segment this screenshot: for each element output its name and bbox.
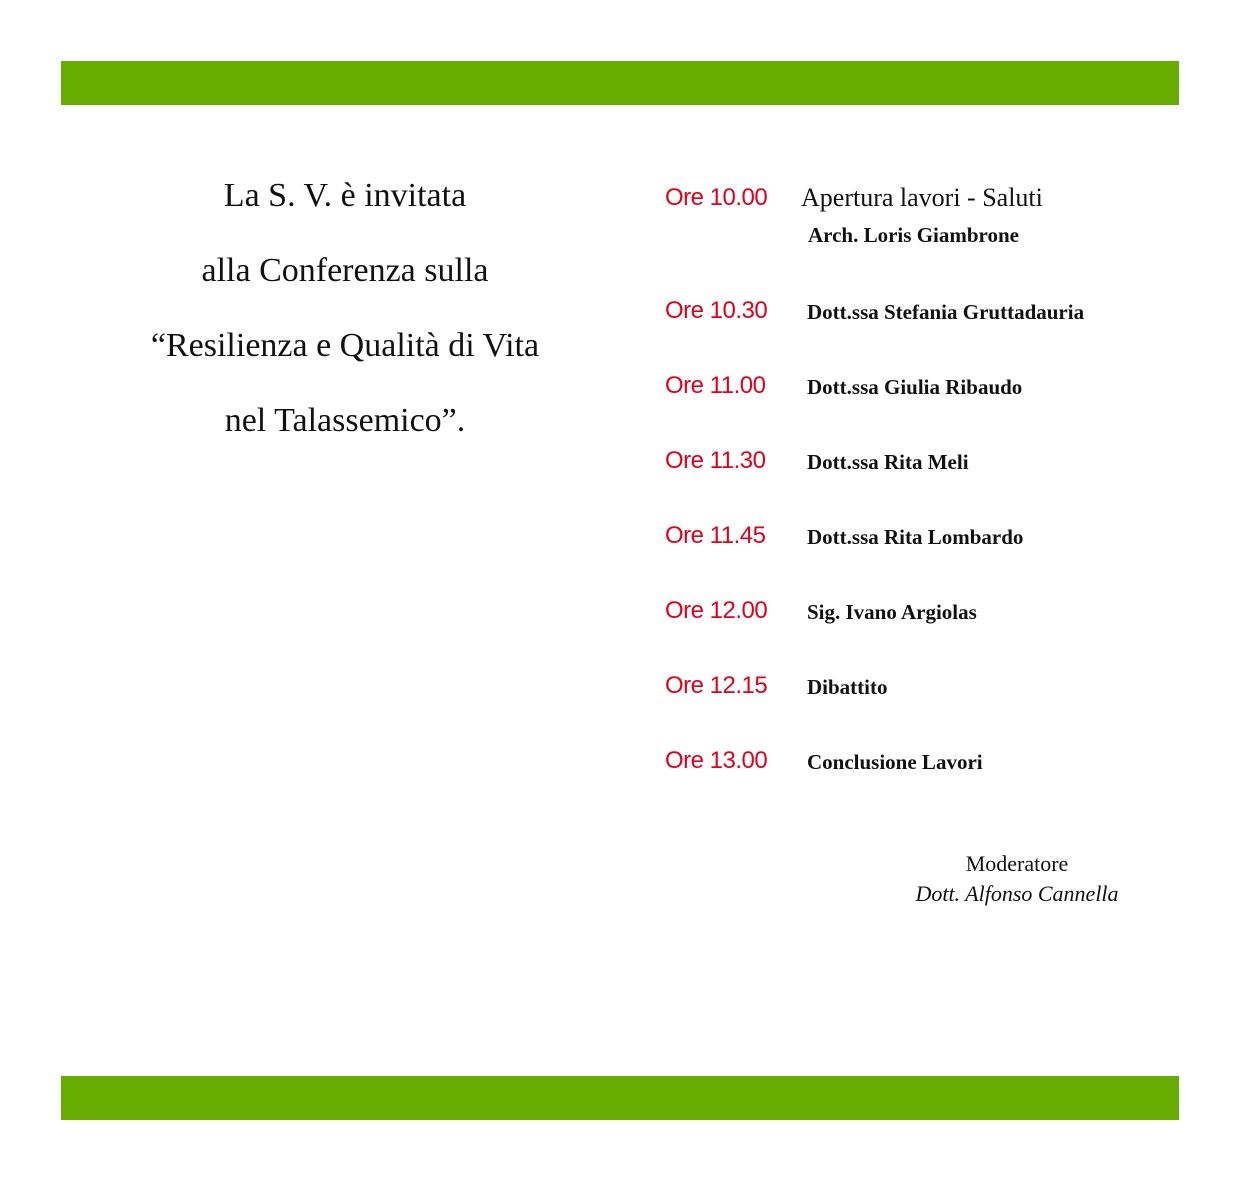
program-time: Ore 10.30	[665, 297, 768, 324]
invitation-text	[100, 158, 590, 458]
program-time: Ore 10.00	[665, 184, 768, 211]
invitation-line-4: nel Talassemico”.	[224, 402, 466, 439]
program-time: Ore 11.00	[665, 372, 766, 399]
program-label: Dott.ssa Rita Lombardo	[807, 525, 1024, 549]
bottom-green-bar	[61, 1076, 1179, 1120]
invitation-line-3: “Resilienza e Qualità di Vita	[150, 327, 540, 364]
program-label: Dott.ssa Stefania Gruttadauria	[807, 300, 1085, 324]
invitation-line-2: alla Conferenza sulla	[201, 252, 489, 289]
program-label: Conclusione Lavori	[807, 750, 983, 774]
program-time: Ore 11.30	[665, 447, 766, 474]
top-green-bar	[61, 61, 1179, 105]
program-label: Apertura lavori - Saluti	[801, 183, 1043, 212]
invitation-line-1: La S. V. è invitata	[223, 177, 467, 214]
moderator-block	[880, 849, 1154, 909]
moderator-title: Moderatore	[965, 851, 1069, 876]
program-time: Ore 12.00	[665, 597, 768, 624]
program-time: Ore 13.00	[665, 747, 768, 774]
program-label: Sig. Ivano Argiolas	[807, 600, 977, 624]
moderator-name: Dott. Alfonso Cannella	[915, 881, 1119, 906]
program-time: Ore 12.15	[665, 672, 768, 699]
program-label: Dott.ssa Giulia Ribaudo	[807, 375, 1023, 399]
program-item-1-speaker: Arch. Loris Giambrone	[808, 223, 1019, 247]
program-time: Ore 11.45	[665, 522, 766, 549]
program-label: Dott.ssa Rita Meli	[807, 450, 969, 474]
program-label: Dibattito	[807, 675, 888, 699]
